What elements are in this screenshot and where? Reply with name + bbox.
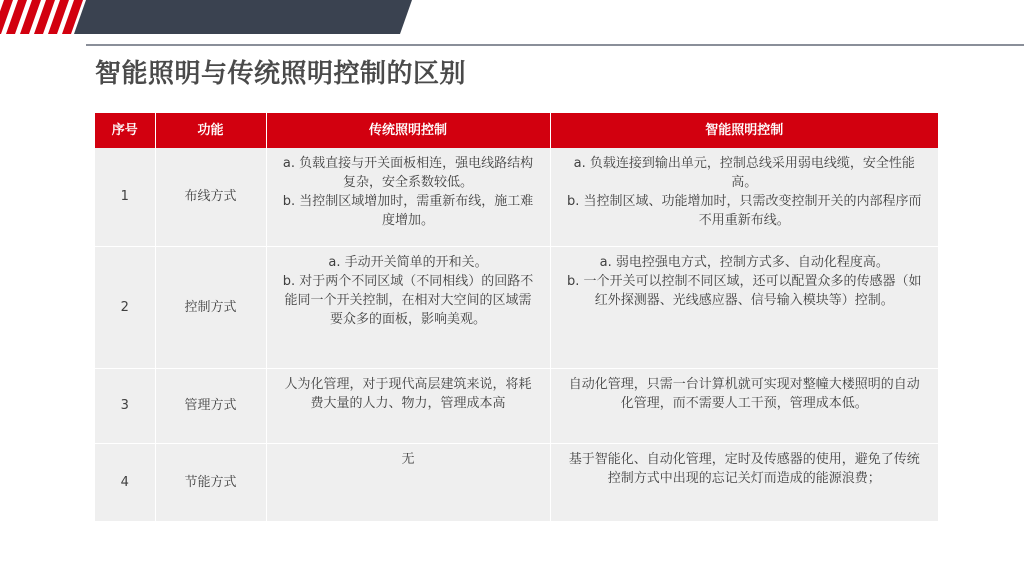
- title-divider: [86, 44, 1024, 46]
- cell-item: b. 当控制区域增加时，需重新布线，施工难度增加。: [282, 194, 534, 228]
- cell-item: a. 弱电控强电方式，控制方式多、自动化程度高。: [599, 254, 889, 270]
- cell-item: b. 对于两个不同区域（不同相线）的回路不能同一个开关控制，在相对大空间的区域需要众多的面板，影响美观。: [282, 273, 534, 327]
- cell-item: b. 当控制区域、功能增加时，只需改变控制开关的内部程序而不用重新布线。: [566, 194, 922, 228]
- smart-cell: [550, 368, 938, 443]
- row-number: 2: [95, 246, 155, 368]
- page-title: 智能照明与传统照明控制的区别: [95, 59, 467, 89]
- header-traditional: 传统照明控制: [266, 113, 550, 148]
- smart-cell: [550, 443, 938, 521]
- cell-item: a. 手动开关简单的开和关。: [328, 254, 488, 270]
- smart-cell: [550, 246, 938, 368]
- cell-item: 人为化管理，对于现代高层建筑来说，将耗费大量的人力、物力，管理成本高: [284, 376, 532, 411]
- header-dark-band: [74, 0, 412, 34]
- header-decoration: [0, 0, 1024, 34]
- cell-item: 基于智能化、自动化管理，定时及传感器的使用，避免了传统控制方式中出现的忘记关灯而造成的能源浪费；: [568, 451, 920, 486]
- row-number: 3: [95, 368, 155, 443]
- cell-item: a. 负载直接与开关面板相连，强电线路结构复杂，安全系数较低。: [282, 156, 534, 190]
- cell-item: b. 一个开关可以控制不同区域，还可以配置众多的传感器（如红外探测器、光线感应器、信号输入模块等）控制。: [566, 273, 922, 308]
- cell-item: 自动化管理，只需一台计算机就可实现对整幢大楼照明的自动化管理，而不需要人工干预，管理成本低。: [568, 376, 920, 411]
- row-feature: 节能方式: [155, 443, 266, 521]
- header-no: 序号: [95, 113, 155, 148]
- traditional-cell: [266, 443, 550, 521]
- red-stripes: [0, 0, 83, 34]
- traditional-cell: [266, 148, 550, 246]
- row-number: 4: [95, 443, 155, 521]
- row-feature: 布线方式: [155, 148, 266, 246]
- header-feature: 功能: [155, 113, 266, 148]
- header-smart: 智能照明控制: [550, 113, 938, 148]
- smart-cell: [550, 148, 938, 246]
- row-number: 1: [95, 148, 155, 246]
- cell-item: a. 负载连接到输出单元，控制总线采用弱电线缆，安全性能高。: [573, 156, 915, 190]
- table-row: [95, 246, 938, 368]
- traditional-cell: [266, 368, 550, 443]
- table-header-row: [95, 113, 938, 148]
- row-feature: 控制方式: [155, 246, 266, 368]
- cell-item: 无: [401, 451, 415, 467]
- table-row: [95, 443, 938, 521]
- table-row: [95, 368, 938, 443]
- traditional-cell: [266, 246, 550, 368]
- comparison-table: [95, 113, 938, 522]
- table-row: [95, 148, 938, 246]
- row-feature: 管理方式: [155, 368, 266, 443]
